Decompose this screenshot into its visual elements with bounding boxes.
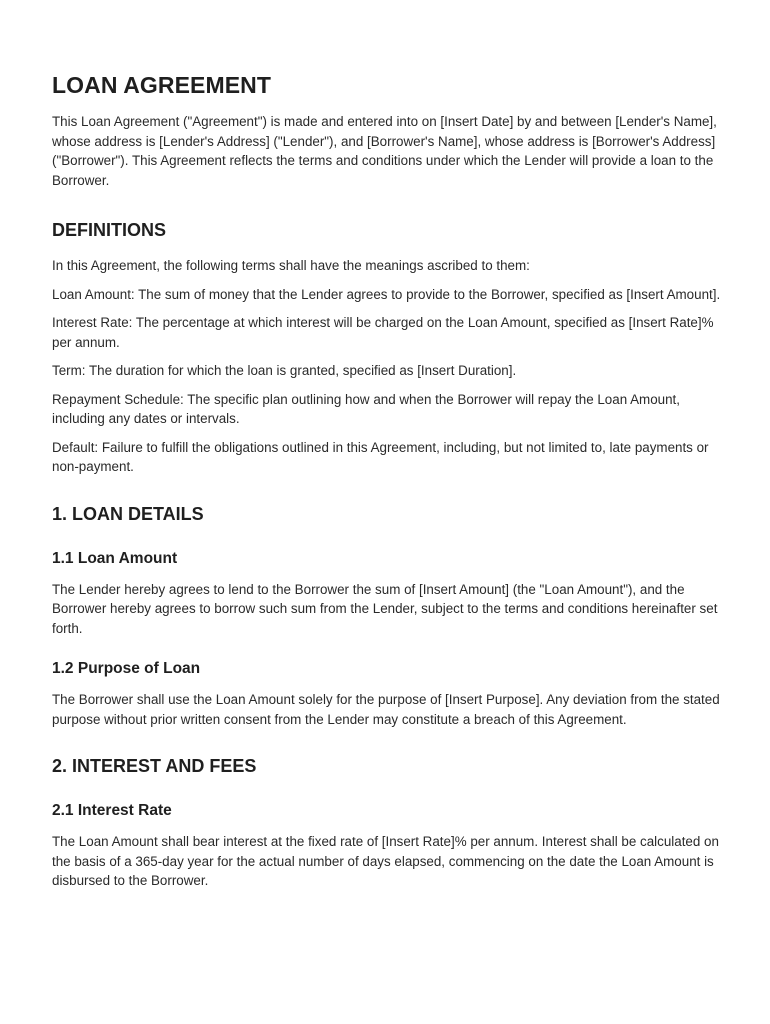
section-1-1-text: The Lender hereby agrees to lend to the Borrower the sum of [Insert Amount] (the "Loan Amount"), and the Borrower hereby agrees to borrow such sum from the Lender, subject to the terms and conditions hereinafter set forth.: [52, 581, 718, 636]
document-title: LOAN AGREEMENT: [52, 72, 272, 98]
section-1-2-heading: 1.2 Purpose of Loan: [52, 660, 201, 677]
section-2-1-text: The Loan Amount shall bear interest at the fixed rate of [Insert Rate]% per annum. Interest shall be calculated on the basis of a 365-day year for the actual number of days elapsed, commencing on the date the Loan Amount is disbursed to the Borrower.: [52, 834, 719, 888]
definition-interest-rate: Interest Rate: The percentage at which interest will be charged on the Loan Amount, specified as [Insert Rate]% per annum.: [52, 315, 714, 350]
section-2-1-heading: 2.1 Interest Rate: [52, 802, 172, 819]
definitions-lead: In this Agreement, the following terms shall have the meanings ascribed to them:: [52, 258, 530, 273]
definition-loan-amount: Loan Amount: The sum of money that the Lender agrees to provide to the Borrower, specified as [Insert Amount].: [52, 286, 721, 302]
definition-term: Term: The duration for which the loan is granted, specified as [Insert Duration].: [52, 363, 517, 378]
definition-default: Default: Failure to fulfill the obligations outlined in this Agreement, including, but not limited to, late payments or non-payment.: [52, 439, 709, 474]
section-1-heading: 1. LOAN DETAILS: [52, 503, 204, 524]
definition-repayment-schedule: Repayment Schedule: The specific plan outlining how and when the Borrower will repay the Loan Amount, including any dates or intervals.: [52, 391, 680, 426]
intro-paragraph: This Loan Agreement ("Agreement") is made and entered into on [Insert Date] by and between [Lender's Name], whose address is [Lender's Address] ("Lender"), and [Borrower's Name], whose address is [Borrower's Address] ("Borrower"). This Agreement reflects the terms and conditions under which the Lender will provide a loan to the Borrower.: [52, 114, 717, 188]
section-1-1-heading: 1.1 Loan Amount: [52, 549, 178, 567]
document-page: [52, 70, 724, 891]
section-2-heading: 2. INTEREST AND FEES: [52, 756, 257, 776]
definitions-heading: DEFINITIONS: [52, 220, 167, 240]
section-1-2-text: The Borrower shall use the Loan Amount solely for the purpose of [Insert Purpose]. Any deviation from the stated purpose without prior written consent from the Lender may constitute a breach of this Agreement.: [52, 692, 720, 727]
